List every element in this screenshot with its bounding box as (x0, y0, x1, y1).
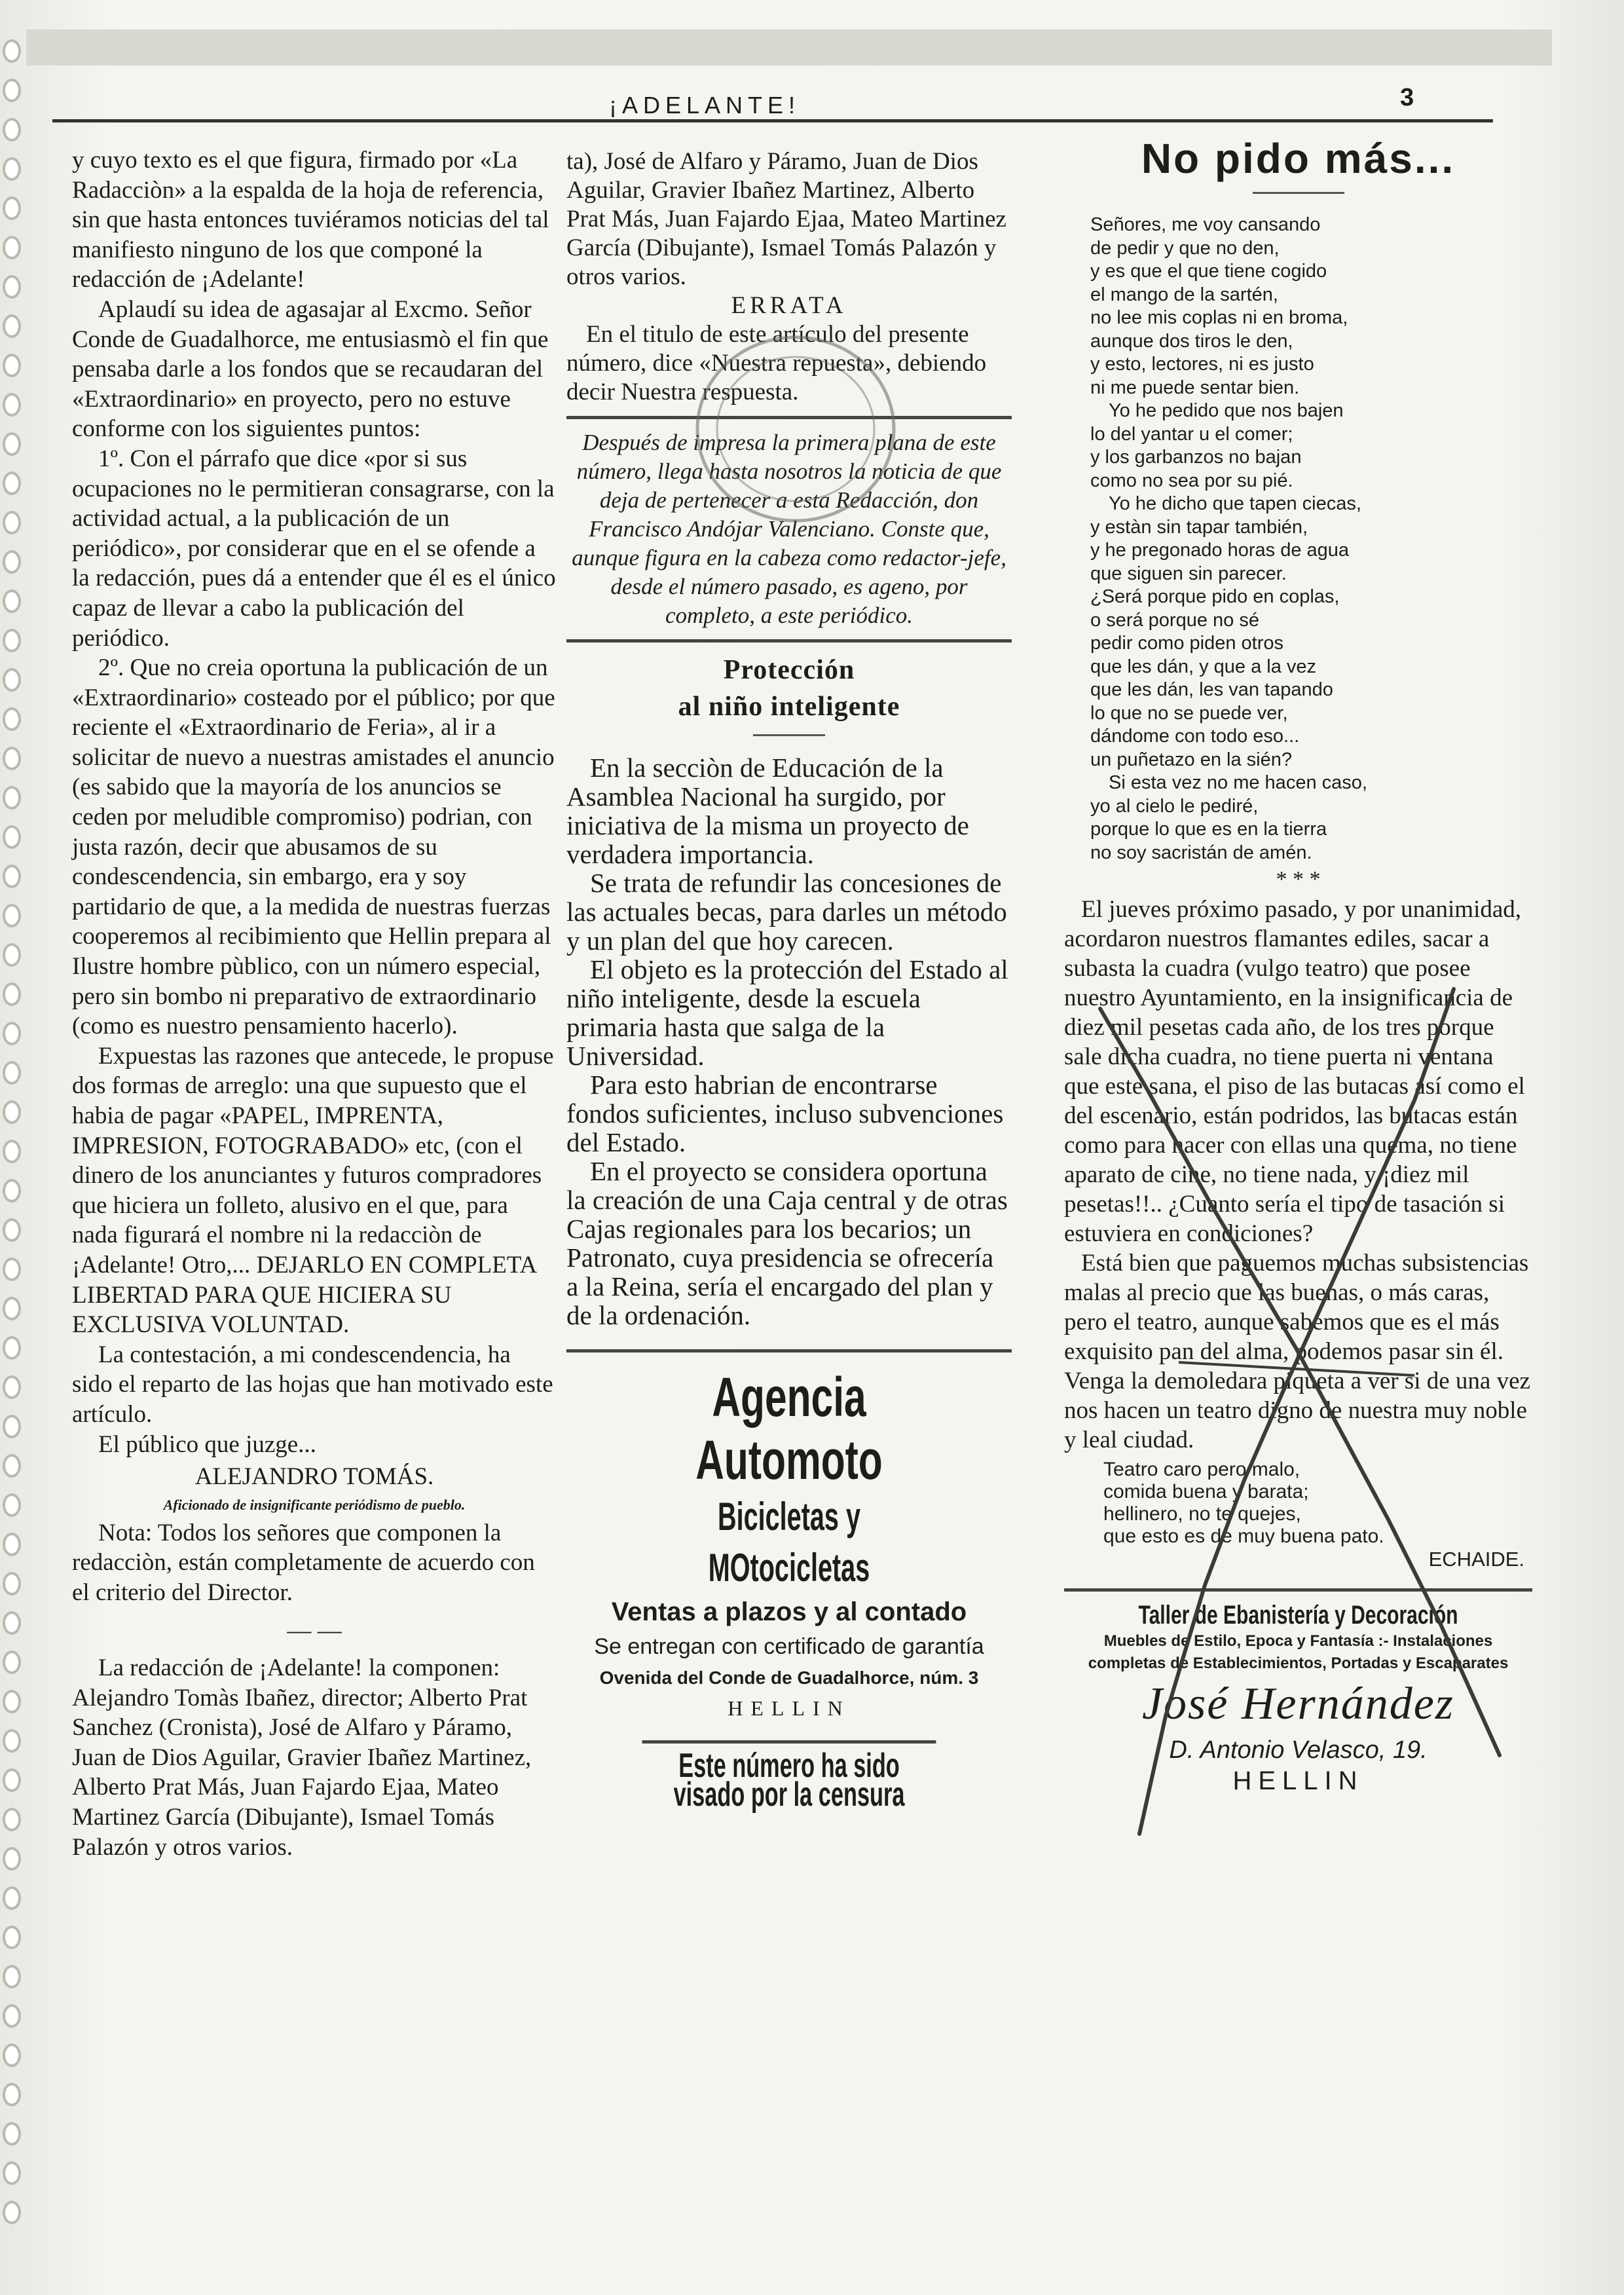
poem-line: comida buena y barata; (1103, 1481, 1309, 1502)
poem-line: yo al cielo le pediré, (1090, 795, 1259, 817)
signature-note: Aficionado de insignificante periódismo de pueblo. (163, 1496, 466, 1513)
poem-line: y he pregonado horas de agua (1090, 540, 1350, 561)
errata-text: En el titulo de este artículo del presente número, dice «Nuestra repuesta», debiendo decir Nuestra respuesta. (566, 321, 987, 405)
paragraph: En la secciòn de Educación de la Asamblea Nacional ha surgido, por iniciativa de la misma un proyecto de verdadera importancia. (566, 753, 969, 869)
censorship-notice: Este número ha sido visado por la censura (642, 1740, 936, 1809)
poem-line: que les dán, les van tapando (1090, 679, 1333, 700)
ad-address: D. Antonio Velasco, 19. (1169, 1736, 1428, 1764)
poem-line: como no sea por su pié. (1090, 470, 1293, 491)
ink-stamp (688, 321, 904, 537)
poem-line: no lee mis coplas ni en broma, (1090, 307, 1348, 328)
poem-line: Yo he pedido que nos bajen (1109, 400, 1344, 421)
signature: ALEJANDRO TOMÁS. (194, 1463, 434, 1491)
poem-line: ni me puede sentar bien. (1090, 377, 1300, 398)
ad-title: Taller de Ebanistería y Decoración (1138, 1601, 1458, 1630)
page-number: 3 (1400, 84, 1414, 111)
separator: — — (287, 1616, 342, 1644)
ad-line: Ventas a plazos y al contado (611, 1597, 967, 1626)
redaccion-continued: ta), José de Alfaro y Páramo, Juan de Dios Aguilar, Gravier Ibañez Martinez, Alberto Prat Más, Juan Fajardo Ejaa, Mateo Martinez García (Dibujante), Ismael Tomás Palazón y otros varios. (566, 148, 1006, 290)
poem-line: Yo he dicho que tapen ciecas, (1109, 493, 1361, 514)
section-subtitle: al niño inteligente (678, 692, 900, 722)
masthead-title: ¡ADELANTE! (609, 92, 801, 119)
paragraph: y cuyo texto es el que figura, firmado por «La Radacciòn» a la espalda de la hoja de referencia, sin que hasta entonces tuviéramos noticias del tal manifiesto ninguno de los que componé la redacción de ¡Adelante! (72, 147, 549, 293)
poem-line: ¿Será porque pido en coplas, (1090, 586, 1340, 607)
divider (1253, 192, 1344, 194)
paragraph: Para esto habrian de encontrarse fondos suficientes, incluso subvenciones del Estado. (566, 1070, 1004, 1157)
ad-city: HELLIN (1232, 1766, 1364, 1795)
poem-line: lo que no se puede ver, (1090, 702, 1288, 724)
asterism: * * * (1276, 867, 1321, 891)
ad-line: Muebles de Estilo, Epoca y Fantasía :- Instalaciones (1103, 1632, 1493, 1650)
poem-line: que esto es de muy buena pato. (1103, 1525, 1384, 1547)
paragraph: Aplaudí su idea de agasajar al Excmo. Señor Conde de Guadalhorce, me entusiasmò el fin que pensaba darle a los fondos que se recaudaran del «Extraordinario» en proyecto, pero no estuve conforme con los siguientes puntos: (72, 295, 549, 443)
ad-line: Se entregan con certificado de garantía (594, 1634, 984, 1659)
ad-line: completas de Establecimientos, Portadas y Escaparates (1088, 1654, 1509, 1672)
ad-subtitle: Bicicletas y MOtocicletas (708, 1495, 870, 1590)
ad-address: Ovenida del Conde de Guadalhorce, núm. 3 (599, 1668, 979, 1688)
poem-line: de pedir y que no den, (1090, 237, 1280, 259)
ad-owner-name: José Hernández (1141, 1679, 1455, 1729)
poem-line: un puñetazo en la sién? (1090, 749, 1292, 770)
poem-line: pedir como piden otros (1090, 633, 1283, 654)
poem-line: y estàn sin tapar también, (1090, 516, 1308, 538)
pen-cross-out (1048, 982, 1519, 1899)
poem (1064, 214, 1532, 865)
paragraph: 1º. Con el párrafo que dice «por si sus ocupaciones no le permitieran consagrarse, con la actividad actual, a la publicación de un periódico», por considerar que en el se ofende a la redacción, pues dá a entender que él es el único capaz de llevar a cabo la publicación del periódico. (72, 445, 556, 652)
top-shadow-band (26, 29, 1552, 65)
paragraph: Se trata de refundir las concesiones de las actuales becas, para darles un método y un plan del que hoy carecen. (566, 868, 1007, 956)
nota-paragraph: Nota: Todos los señores que componen la redacciòn, están completamente de acuerdo con el criterio del Director. (72, 1519, 535, 1606)
poem-line: o será porque no sé (1090, 609, 1259, 631)
paragraph: En el proyecto se considera oportuna la creación de una Caja central y de otras Cajas regionales para los becarios; un Patronato, cuya presidencia se ofrecería a la Reina, sería el encargado del plan y de la ordenación. (566, 1156, 1008, 1330)
article-title: No pido más... (1141, 135, 1456, 182)
poem-line: porque lo que es en la tierra (1090, 819, 1327, 840)
paragraph: Está bien que paguemos muchas subsistencias malas al precio que las buenas, o más caras, pero el teatro, aunque sabemos que es el más exquisito pan del alma, podemos pasar sin él. Venga la demoledara piqueta a ver si de una vez nos hacen un teatro digno de nuestra muy noble y leal ciudad. (1064, 1250, 1530, 1453)
header-rule (52, 119, 1493, 122)
divider (566, 639, 1012, 643)
paragraph: El público que juzge... (98, 1430, 316, 1458)
paragraph: El jueves próximo pasado, y por unanimidad, acordaron nuestros flamantes ediles, sacar a subasta la cuadra (vulgo teatro) que posee nuestro Ayuntamiento, en la insignificancia de diez mil pesetas cada año, de los tres porque sale dicha cuadra, no tiene puerta ni ventana que este sana, el piso de las butacas así como el del escenario, están podridos, las butacas están como para hacer con ellas una quema, no tiene aparato de cine, no tiene nada, y ¡diez mil pesetas!!.. ¿Cuanto sería el tipo de tasación si estuviera en condiciones? (1064, 896, 1525, 1247)
poem-line: no soy sacristán de amén. (1090, 842, 1312, 863)
column-left (72, 145, 557, 1861)
paragraph: 2º. Que no creia oportuna la publicación de un «Extraordinario» costeado por el público; por que reciente el «Extraordinario de Feria», al ir a solicitar de nuevo a nuestras amistades el anuncio (es sabido que la mayoría de los anuncios se ceden por meludible compromiso) podrian, con justa razón, decir que abusamos de su condescendencia, sin embargo, era y soy partidario de que, a la medida de nuestras fuerzas cooperemos al recibimiento que Hellin prepara al Ilustre hombre pùblico, con un número especial, pero sin bombo ni preparativo de extraordinario (como es nuestro pensamiento hacerlo). (72, 654, 555, 1040)
divider (753, 734, 825, 736)
poem-line: Señores, me voy cansando (1090, 214, 1321, 235)
section-title: Protección (723, 655, 855, 685)
notice-text: Después de impresa la primera plana de este número, llega hasta nosotros la noticia de que deja de pertenecer a esta Redacción, don Francisco Andójar Valenciano. Conste que, aunque figura en la cabeza como redactor-jefe, desde el número pasado, es ageno, por completo, a este periódico. (572, 430, 1006, 628)
paragraph: Expuestas las razones que antecede, le propuse dos formas de arreglo: una que supuesto que el habia de pagar «PAPEL, IMPRENTA, IMPRESION, FOTOGRABADO» etc, (con el dinero de los anunciantes y futuros compradores que hiciera un folleto, alusivo en el que, para nada figurará el nombre ni la redacciòn de ¡Adelante! Otro,... DEJARLO EN COMPLETA LIBERTAD PARA QUE HICIERA SU EXCLUSIVA VOLUNTAD. (72, 1042, 554, 1339)
poem-line: Si esta vez no me hacen caso, (1109, 772, 1367, 793)
ad-title: Agencia Automoto (695, 1366, 883, 1491)
poem-line: que siguen sin parecer. (1090, 563, 1287, 584)
poem-line: y esto, lectores, ni es justo (1090, 354, 1314, 375)
redaccion-paragraph: La redacción de ¡Adelante! la componen: Alejandro Tomàs Ibañez, director; Alberto Prat Sanchez (Cronista), José de Alfaro y Páramo, Juan de Dios Aguilar, Gravier Ibañez Martinez, Alberto Prat Más, Juan Fajardo Ejaa, Mateo Martinez García (Dibujante), Ismael Tomás Palazón y otros varios. (72, 1654, 532, 1861)
paragraph: El objeto es la protección del Estado al niño inteligente, desde la escuela primaria hasta que salga de la Universidad. (566, 954, 1008, 1071)
poem-line: el mango de la sartén, (1090, 284, 1278, 305)
poem-line: aunque dos tiros le den, (1090, 330, 1293, 352)
advertisement-automoto (566, 1349, 1012, 1723)
paragraph: La contestación, a mi condescendencia, ha sido el reparto de las hojas que han motivado este artículo. (72, 1341, 553, 1428)
poem-line: Teatro caro pero malo, (1103, 1459, 1301, 1480)
poem-line: lo del yantar u el comer; (1090, 423, 1293, 445)
author-signature: ECHAIDE. (1428, 1548, 1524, 1571)
poem-line: y los garbanzos no bajan (1090, 447, 1302, 468)
errata-title: ERRATA (731, 292, 847, 319)
poem-line: hellinero, no te quejes, (1103, 1503, 1301, 1525)
binding-holes (0, 39, 20, 2266)
poem-line: que les dán, y que a la vez (1090, 656, 1317, 677)
ad-city: HELLIN (728, 1696, 851, 1720)
poem-line: dándome con todo eso... (1090, 726, 1300, 747)
poem-line: y es que el que tiene cogido (1090, 261, 1327, 282)
